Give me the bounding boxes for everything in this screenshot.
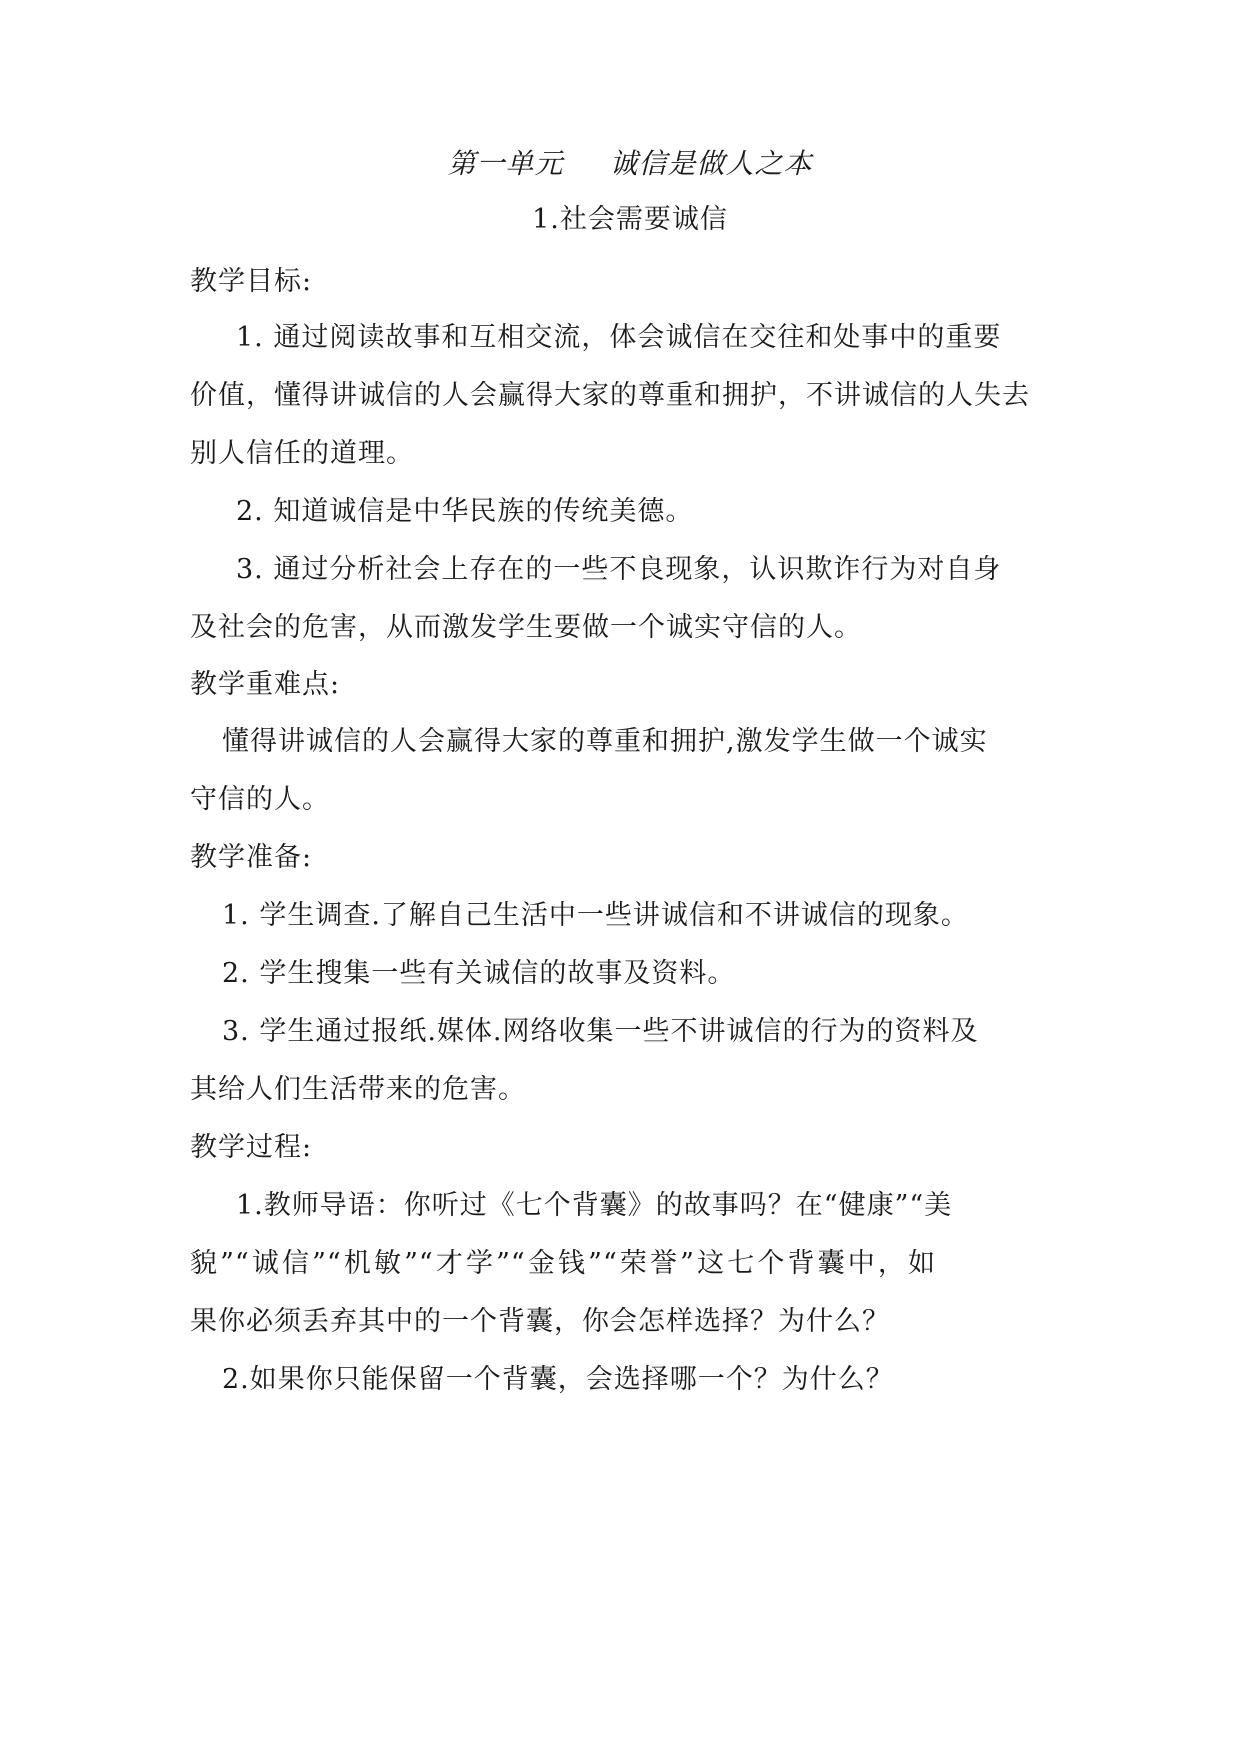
objective-3-line-1: 3. 通过分析社会上存在的一些不良现象，认识欺诈行为对自身 bbox=[236, 554, 1002, 585]
objective-3-line-2: 及社会的危害，从而激发学生要做一个诚实守信的人。 bbox=[190, 612, 862, 643]
preparation-3-line-2: 其给人们生活带来的危害。 bbox=[190, 1074, 526, 1105]
process-1-line-2: 貌”“诚信”“机敏”“才学”“金钱”“荣誉”这七个背囊中，如 bbox=[190, 1248, 936, 1279]
objective-1-line-3: 别人信任的道理。 bbox=[190, 438, 414, 469]
unit-title-part1: 第一单元 bbox=[447, 147, 564, 180]
unit-title bbox=[190, 144, 1070, 184]
preparation-1-line-1: 1. 学生调查.了解自己生活中一些讲诚信和不讲诚信的现象。 bbox=[222, 900, 969, 931]
process-2-line-1: 2.如果你只能保留一个背囊，会选择哪一个？为什么？ bbox=[222, 1364, 894, 1395]
preparation-heading: 教学准备: bbox=[190, 842, 313, 873]
objective-1-line-2: 价值，懂得讲诚信的人会赢得大家的尊重和拥护，不讲诚信的人失去 bbox=[190, 380, 1030, 411]
process-heading: 教学过程: bbox=[190, 1132, 313, 1163]
unit-title-part2: 诚信是做人之本 bbox=[609, 147, 813, 180]
objective-2-line-1: 2. 知道诚信是中华民族的传统美德。 bbox=[236, 496, 694, 527]
process-1-line-1: 1.教师导语：你听过《七个背囊》的故事吗？在“健康”“美 bbox=[236, 1190, 953, 1221]
process-1-line-3: 果你必须丢弃其中的一个背囊，你会怎样选择？为什么？ bbox=[190, 1306, 890, 1337]
objectives-heading: 教学目标: bbox=[190, 266, 313, 297]
objective-1-line-1: 1. 通过阅读故事和互相交流，体会诚信在交往和处事中的重要 bbox=[236, 322, 1002, 353]
key-points-line-2: 守信的人。 bbox=[190, 784, 330, 815]
key-points-line-1: 懂得讲诚信的人会赢得大家的尊重和拥护,激发学生做一个诚实 bbox=[222, 726, 988, 757]
preparation-3-line-1: 3. 学生通过报纸.媒体.网络收集一些不讲诚信的行为的资料及 bbox=[222, 1016, 979, 1047]
preparation-2-line-1: 2. 学生搜集一些有关诚信的故事及资料。 bbox=[222, 958, 736, 989]
lesson-title: 1.社会需要诚信 bbox=[532, 204, 728, 235]
key-points-heading: 教学重难点: bbox=[190, 669, 341, 700]
